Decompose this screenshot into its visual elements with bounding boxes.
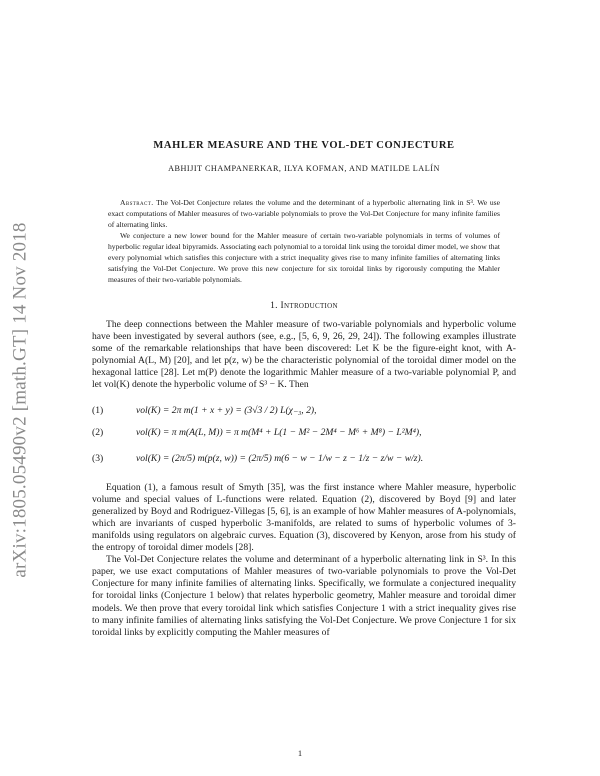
equation-number: (2)	[92, 427, 104, 439]
abstract-label: Abstract.	[120, 198, 154, 207]
abstract-paragraph-1	[108, 197, 500, 230]
equation-2	[92, 422, 516, 444]
abstract-paragraph-2: We conjecture a new lower bound for the Mahler measure of certain two-variable polynomials in terms of volumes of hyperbolic regular ideal bipyramids. Associating each polynomial to a toroidal link using the toroidal dimer model, we show that every polynomial which satisfies this conjecture with a strict inequality gives rise to many infinite families of alternating links satisfying the Vol-Det Conjecture. We prove this new conjecture for six toroidal links by rigorously computing the Mahler measures of their two-variable polynomials.	[108, 231, 500, 284]
equation-1	[92, 400, 516, 422]
equation-text: vol(K) = (2π/5) m(p(z, w)) = (2π/5) m(6 − w − 1/w − z − 1/z − z/w − w/z).	[136, 453, 424, 465]
section-number: 1.	[270, 301, 278, 311]
paper-page	[92, 140, 516, 639]
equation-number: (1)	[92, 405, 104, 417]
intro-paragraph-1: The deep connections between the Mahler measure of two-variable polynomials and hyperbolic volume have been investigated by several authors (see, e.g., [5, 6, 9, 26, 29, 24]). The following examples illustrate some of the remarkable relationships that have been discovered: Let K be the figure-eight knot, with A-polynomial A(L, M) [20], and let p(z, w) be the characteristic polynomial of the toroidal dimer model on the hexagonal lattice [28]. Let m(P) denote the logarithmic Mahler measure of a two-variable polynomial P, and let vol(K) denote the hyperbolic volume of S³ − K. Then	[92, 319, 516, 391]
equation-number: (3)	[92, 453, 104, 465]
section-heading	[92, 301, 516, 311]
abstract	[108, 197, 500, 285]
equation-block	[92, 400, 516, 474]
intro-paragraph-2: Equation (1), a famous result of Smyth [35], was the first instance where Mahler measure, hyperbolic volume and special values of L-functions were related. Equation (2), discovered by Boyd [9] and later generalized by Boyd and Rodriguez-Villegas [5, 6], is an example of how Mahler measures of A-polynomials, which are invariants of cusped hyperbolic 3-manifolds, are related to sums of hyperbolic volumes of 3-manifolds using regulators on algebraic curves. Equation (3), discovered by Kenyon, arose from his study of the entropy of toroidal dimer models [28].	[92, 481, 516, 554]
paper-authors: ABHIJIT CHAMPANERKAR, ILYA KOFMAN, AND MATILDE LALÍN	[168, 164, 440, 173]
arxiv-id: arXiv:1805.05490v2 [math.GT] 14 Nov 2018	[10, 222, 32, 578]
equation-text: vol(K) = 2π m(1 + x + y) = (3√3 / 2) L(χ₋₃, 2),	[136, 405, 317, 417]
equation-3	[92, 444, 516, 474]
intro-paragraph-3: The Vol-Det Conjecture relates the volume and determinant of a hyperbolic alternating link in S³. In this paper, we use exact computations of Mahler measures of two-variable polynomials to prove the Vol-Det Conjecture for many infinite families of alternating links. Specifically, we formulate a conjectured inequality for toroidal links (Conjecture 1 below) that relates hyperbolic geometry, Mahler measure and toroidal dimer models. We then prove that every toroidal link which satisfies Conjecture 1 with a strict inequality gives rise to many infinite families of alternating links satisfying the Vol-Det Conjecture. We prove Conjecture 1 for six toroidal links by explicitly computing the Mahler measures of	[92, 554, 516, 638]
arxiv-stamp	[6, 200, 36, 600]
equation-text: vol(K) = π m(A(L, M)) = π m(M⁴ + L(1 − M² − 2M⁴ − M⁶ + M⁸) − L²M⁴),	[136, 427, 422, 439]
paper-title: MAHLER MEASURE AND THE VOL-DET CONJECTURE	[153, 140, 455, 151]
section-title: Introduction	[280, 301, 338, 311]
page-number: 1	[297, 748, 303, 758]
abstract-text-1: The Vol-Det Conjecture relates the volume and the determinant of a hyperbolic alternating link in S³. We use exact computations of Mahler measures of two-variable polynomials to prove the Vol-Det Conjecture for many infinite families of alternating links.	[108, 198, 500, 229]
